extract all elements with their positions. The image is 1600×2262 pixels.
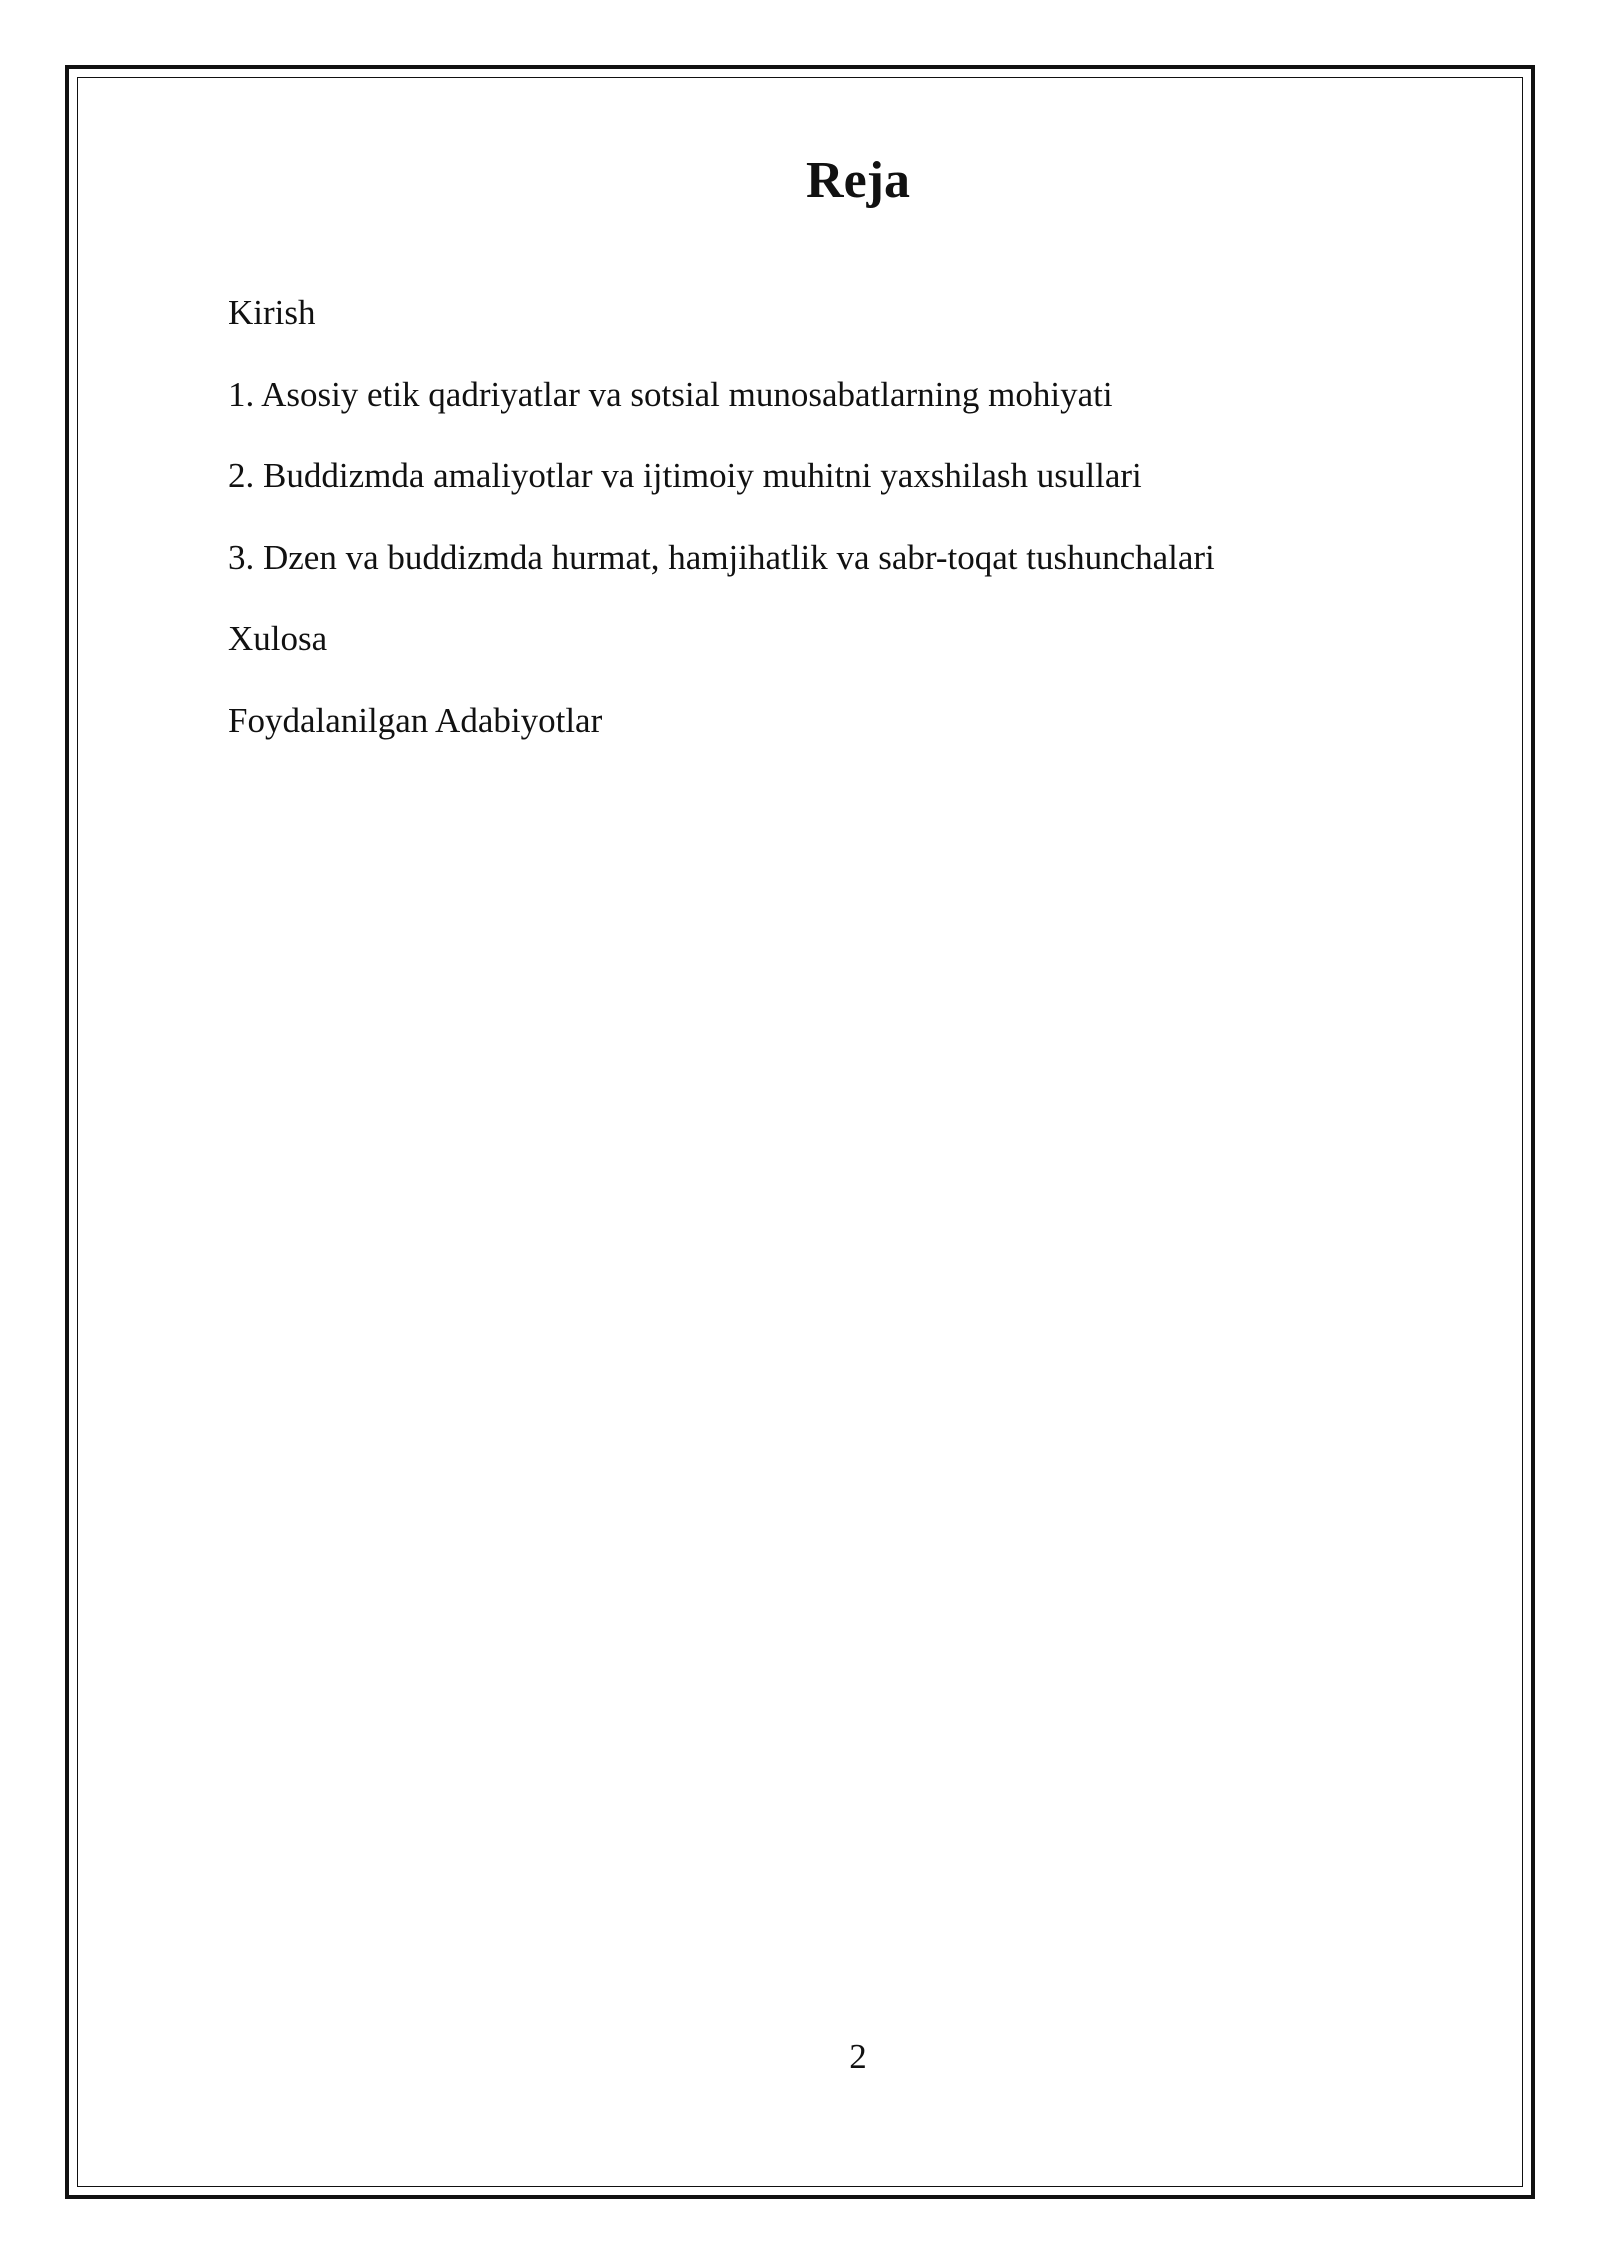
table-of-contents	[228, 292, 1215, 781]
toc-item-conclusion: Xulosa	[228, 619, 328, 658]
toc-item-3: 3. Dzen va buddizmda hurmat, hamjihatlik va sabr-toqat tushunchalari	[228, 537, 1215, 577]
toc-item-introduction: Kirish	[228, 293, 316, 332]
toc-item-references: Foydalanilgan Adabiyotlar	[228, 700, 603, 740]
toc-item-2: 2. Buddizmda amaliyotlar va ijtimoiy muhitni yaxshilash usullari	[228, 456, 1142, 495]
page-title: Reja	[806, 152, 910, 209]
page-number: 2	[849, 2037, 867, 2076]
toc-item-1: 1. Asosiy etik qadriyatlar va sotsial munosabatlarning mohiyati	[228, 374, 1113, 414]
